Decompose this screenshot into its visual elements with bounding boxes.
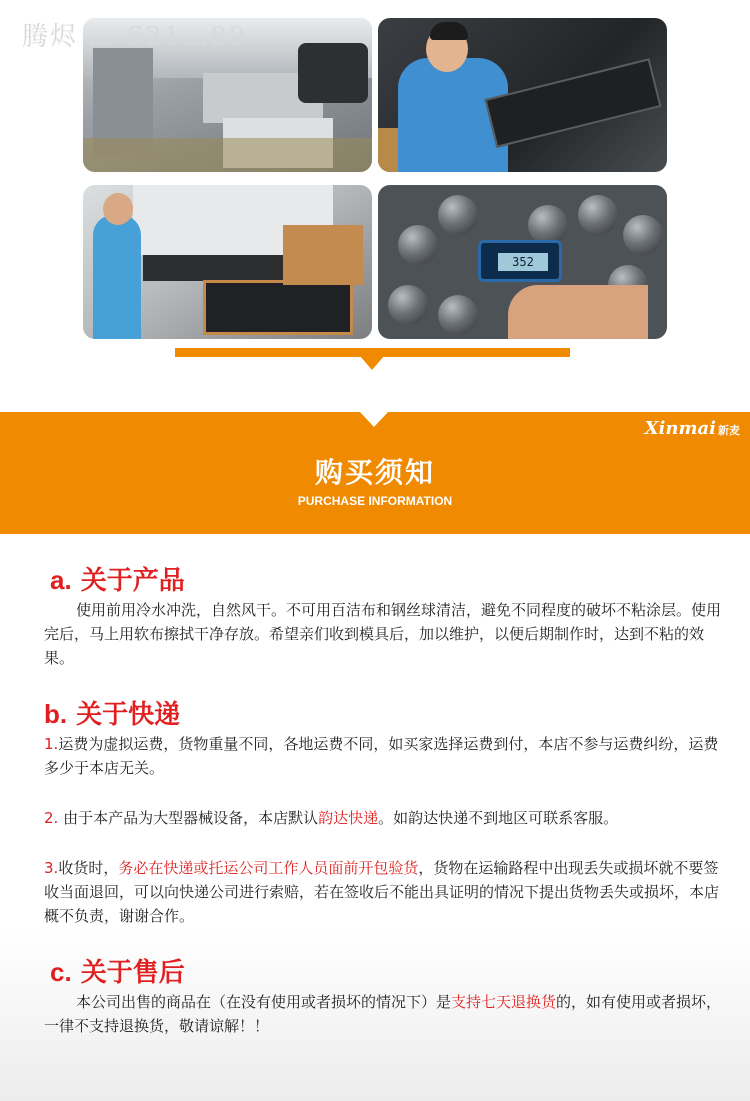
- item-3-number: 3.: [44, 859, 59, 877]
- section-c-heading: [50, 952, 185, 989]
- section-b-heading: [44, 694, 180, 731]
- worker-conveyor-photo: [83, 185, 372, 339]
- section-c-body: [44, 990, 724, 1038]
- section-b-item-3: [44, 856, 724, 928]
- banner-notch: [360, 412, 388, 427]
- brand-name-cn: 新麦: [718, 424, 740, 437]
- item-2-number: 2.: [44, 809, 59, 827]
- section-b-item-2: [44, 806, 724, 830]
- banner-subtitle: PURCHASE INFORMATION: [297, 494, 453, 508]
- gauge-reading: 352: [498, 253, 548, 271]
- watermark-text: 腾烬 … 621…89: [22, 22, 248, 52]
- divider-arrow-icon: [360, 356, 384, 370]
- section-c-title: 关于售后: [80, 958, 185, 988]
- product-photo-grid: [0, 0, 750, 340]
- section-a-letter: a.: [50, 565, 72, 595]
- brand-name: Xinmai: [644, 418, 716, 439]
- item-2-text-post: 。如韵达快递不到地区可联系客服。: [378, 809, 619, 827]
- banner-title: 购买须知: [314, 456, 435, 489]
- item-3-text-pre: 收货时，: [58, 859, 119, 877]
- item-2-highlight: 韵达快递: [318, 809, 379, 827]
- section-c-highlight: 支持七天退换货: [451, 993, 557, 1011]
- section-c-text-pre: 本公司出售的商品在（在没有使用或者损坏的情况下）是: [76, 993, 452, 1011]
- worker-holding-tray-photo: [378, 18, 667, 172]
- coating-thickness-gauge-photo: [378, 185, 667, 339]
- section-b-title: 关于快递: [76, 700, 181, 730]
- item-3-text-post: ，货物在运输路程中出现丢失或损坏就不要签收当面退回，可以向快递公司进行索赔，若在签收后不能出具证明的情况下提出货物丢失或损坏，本店概不负责，谢谢合作。: [44, 859, 720, 925]
- section-b-letter: b.: [44, 699, 68, 729]
- item-3-highlight: 务必在快递或托运公司工作人员面前开包验货: [118, 859, 419, 877]
- purchase-info-content: [0, 534, 750, 1101]
- section-b-item-1: [44, 732, 724, 780]
- brand-logo: [645, 418, 740, 439]
- item-1-text: 运费为虚拟运费，货物重量不同，各地运费不同，如买家选择运费到付，本店不参与运费纠纷，运费多少于本店无关。: [44, 735, 719, 777]
- section-a-heading: [50, 560, 185, 597]
- section-a-title: 关于产品: [80, 566, 185, 596]
- item-1-number: 1.: [44, 735, 59, 753]
- section-c-text-post: 的，如有使用或者损坏，一律不支持退换货，敬请谅解！！: [44, 993, 722, 1035]
- section-a-body: 使用前用冷水冲洗，自然风干。不可用百洁布和钢丝球清洁，避免不同程度的破坏不粘涂层。使用完后，马上用软布擦拭干净存放。希望亲们收到模具后，加以维护，以便后期制作时，达到不粘的效果。: [44, 601, 722, 667]
- section-c-letter: c.: [50, 957, 72, 987]
- item-2-text-pre: 由于本产品为大型器械设备，本店默认: [58, 809, 319, 827]
